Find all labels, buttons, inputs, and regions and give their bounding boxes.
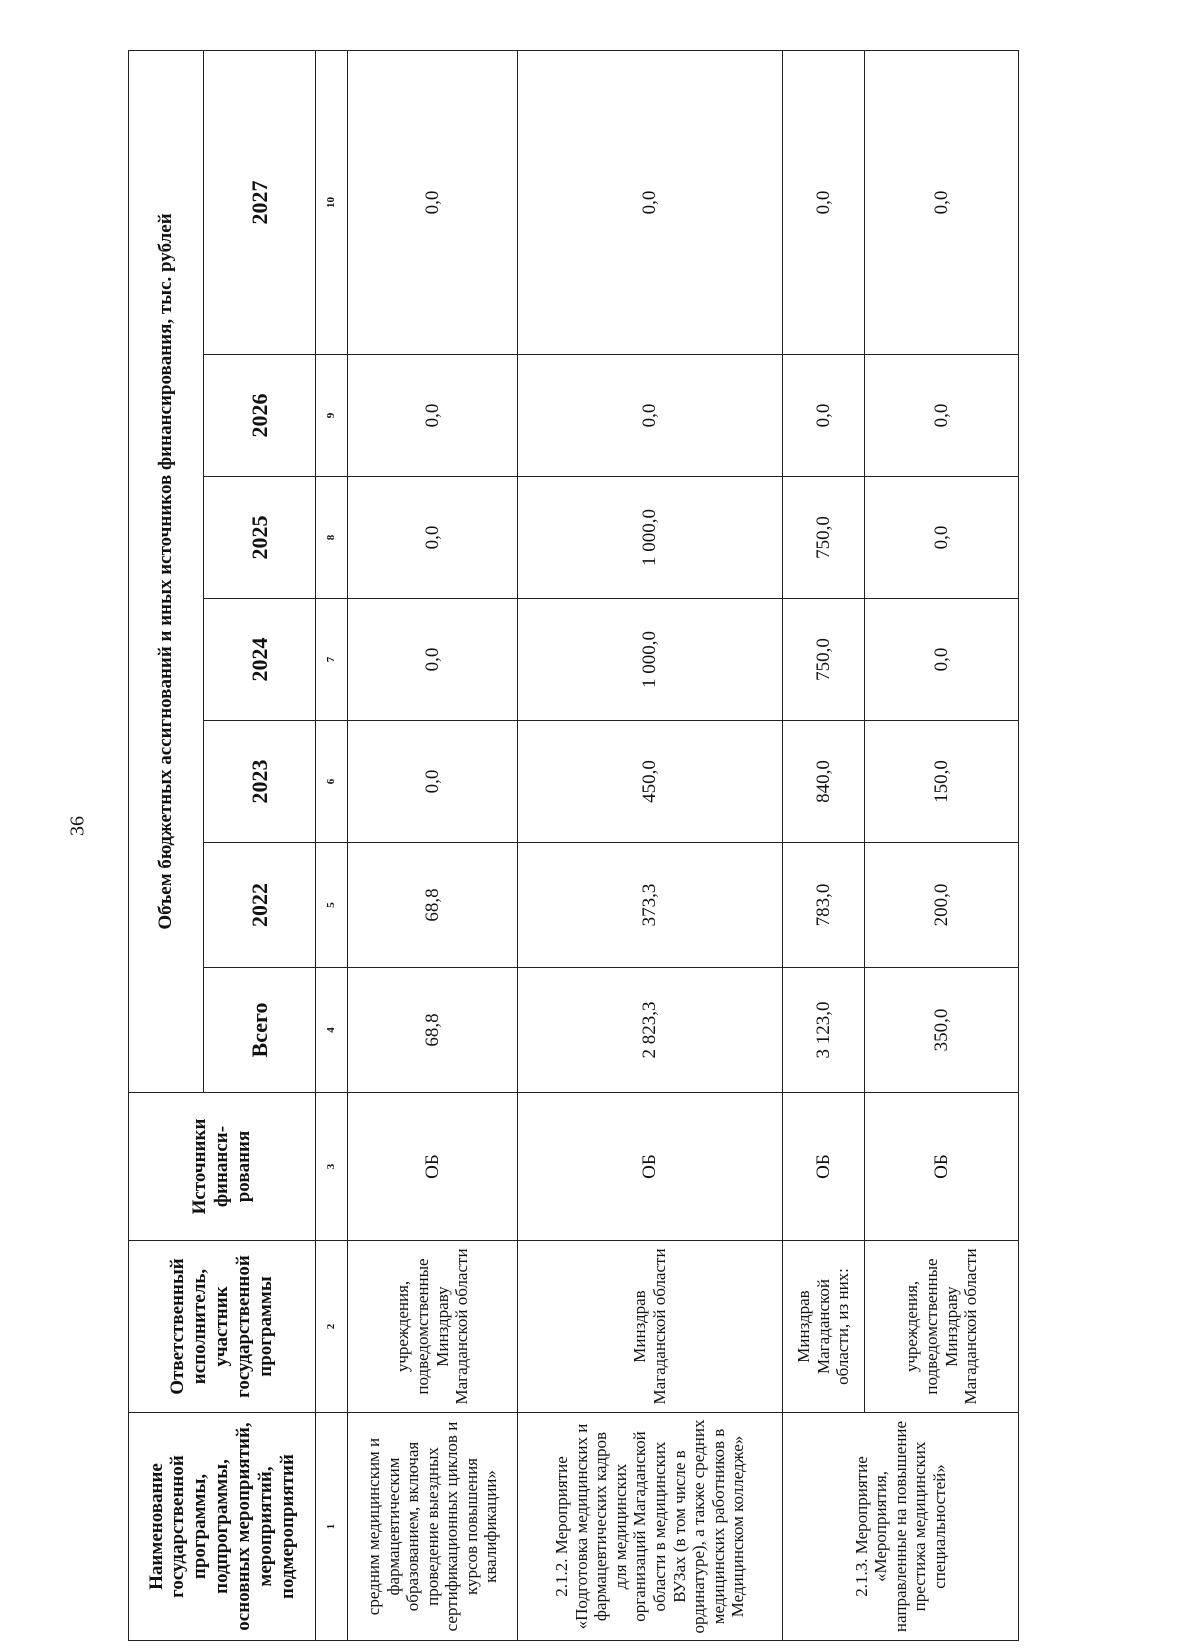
header-name: Наименование государственной программы, подпрограммы, основных мероприятий, мероприятий, подмероприятий xyxy=(129,1413,316,1641)
row-value: 0,0 xyxy=(865,355,1019,477)
column-number: 9 xyxy=(316,355,348,477)
row-value: 0,0 xyxy=(348,355,518,477)
row-value: 0,0 xyxy=(865,477,1019,599)
row-value: 840,0 xyxy=(783,721,865,843)
rotated-table-wrapper xyxy=(128,51,1018,1641)
header-year: 2027 xyxy=(204,50,316,354)
row-value: 0,0 xyxy=(348,599,518,721)
row-total: 350,0 xyxy=(865,968,1019,1093)
column-number: 7 xyxy=(316,599,348,721)
column-number: 3 xyxy=(316,1093,348,1241)
row-value: 0,0 xyxy=(348,477,518,599)
row-value: 750,0 xyxy=(783,477,865,599)
table-row xyxy=(783,50,865,1640)
row-value: 68,8 xyxy=(348,843,518,968)
numbering-row xyxy=(316,50,348,1640)
row-value: 1 000,0 xyxy=(518,599,783,721)
header-year: 2022 xyxy=(204,843,316,968)
row-source: ОБ xyxy=(865,1093,1019,1241)
row-source: ОБ xyxy=(348,1093,518,1241)
row-value: 0,0 xyxy=(865,50,1019,354)
row-executor: учреждения, подведомственные Минздраву Магаданской области xyxy=(865,1241,1019,1413)
header-year: 2023 xyxy=(204,721,316,843)
row-total: 3 123,0 xyxy=(783,968,865,1093)
row-source: ОБ xyxy=(518,1093,783,1241)
row-value: 0,0 xyxy=(348,721,518,843)
column-number: 2 xyxy=(316,1241,348,1413)
row-executor: учреждения, подведомственные Минздраву Магаданской области xyxy=(348,1241,518,1413)
row-name: 2.1.2. Мероприятие «Подготовка медицинских и фармацевтических кадров для медицинских организаций Магаданской области в медицинских ВУЗах (в том числе в ординатуре), а также средних медицинских работников в Медицинском колледже» xyxy=(518,1413,783,1641)
header-total: Всего xyxy=(204,968,316,1093)
budget-table xyxy=(128,50,1019,1641)
row-value: 450,0 xyxy=(518,721,783,843)
row-value: 0,0 xyxy=(348,50,518,354)
column-number: 1 xyxy=(316,1413,348,1641)
row-total: 2 823,3 xyxy=(518,968,783,1093)
column-number: 6 xyxy=(316,721,348,843)
row-name: 2.1.3. Мероприятие «Мероприятия, направленные на повышение престижа медицинских специальностей» xyxy=(783,1413,1019,1641)
header-year: 2026 xyxy=(204,355,316,477)
table-row xyxy=(518,50,783,1640)
header-source: Источники финанси-рования xyxy=(129,1093,316,1241)
row-value: 783,0 xyxy=(783,843,865,968)
row-name: средним медицинским и фармацевтическим образованием, включая проведение выездных сертификационных циклов и курсов повышения квалификации» xyxy=(348,1413,518,1641)
column-number: 8 xyxy=(316,477,348,599)
header-year: 2025 xyxy=(204,477,316,599)
column-number: 4 xyxy=(316,968,348,1093)
header-executor: Ответственный исполнитель, участник государственной программы xyxy=(129,1241,316,1413)
row-value: 750,0 xyxy=(783,599,865,721)
header-year: 2024 xyxy=(204,599,316,721)
table-row xyxy=(348,50,518,1640)
table-row xyxy=(865,50,1019,1640)
header-volume: Объем бюджетных ассигнований и иных источников финансирования, тыс. рублей xyxy=(129,50,204,1092)
row-value: 0,0 xyxy=(518,355,783,477)
row-value: 200,0 xyxy=(865,843,1019,968)
row-value: 373,3 xyxy=(518,843,783,968)
row-value: 0,0 xyxy=(783,50,865,354)
column-number: 10 xyxy=(316,50,348,354)
row-total: 68,8 xyxy=(348,968,518,1093)
row-source: ОБ xyxy=(783,1093,865,1241)
row-value: 0,0 xyxy=(518,50,783,354)
row-value: 150,0 xyxy=(865,721,1019,843)
row-value: 0,0 xyxy=(865,599,1019,721)
row-executor: Минздрав Магаданской области, из них: xyxy=(783,1241,865,1413)
header-row-top xyxy=(129,50,204,1640)
page-number: 36 xyxy=(66,816,89,836)
column-number: 5 xyxy=(316,843,348,968)
row-executor: Минздрав Магаданской области xyxy=(518,1241,783,1413)
row-value: 0,0 xyxy=(783,355,865,477)
row-value: 1 000,0 xyxy=(518,477,783,599)
